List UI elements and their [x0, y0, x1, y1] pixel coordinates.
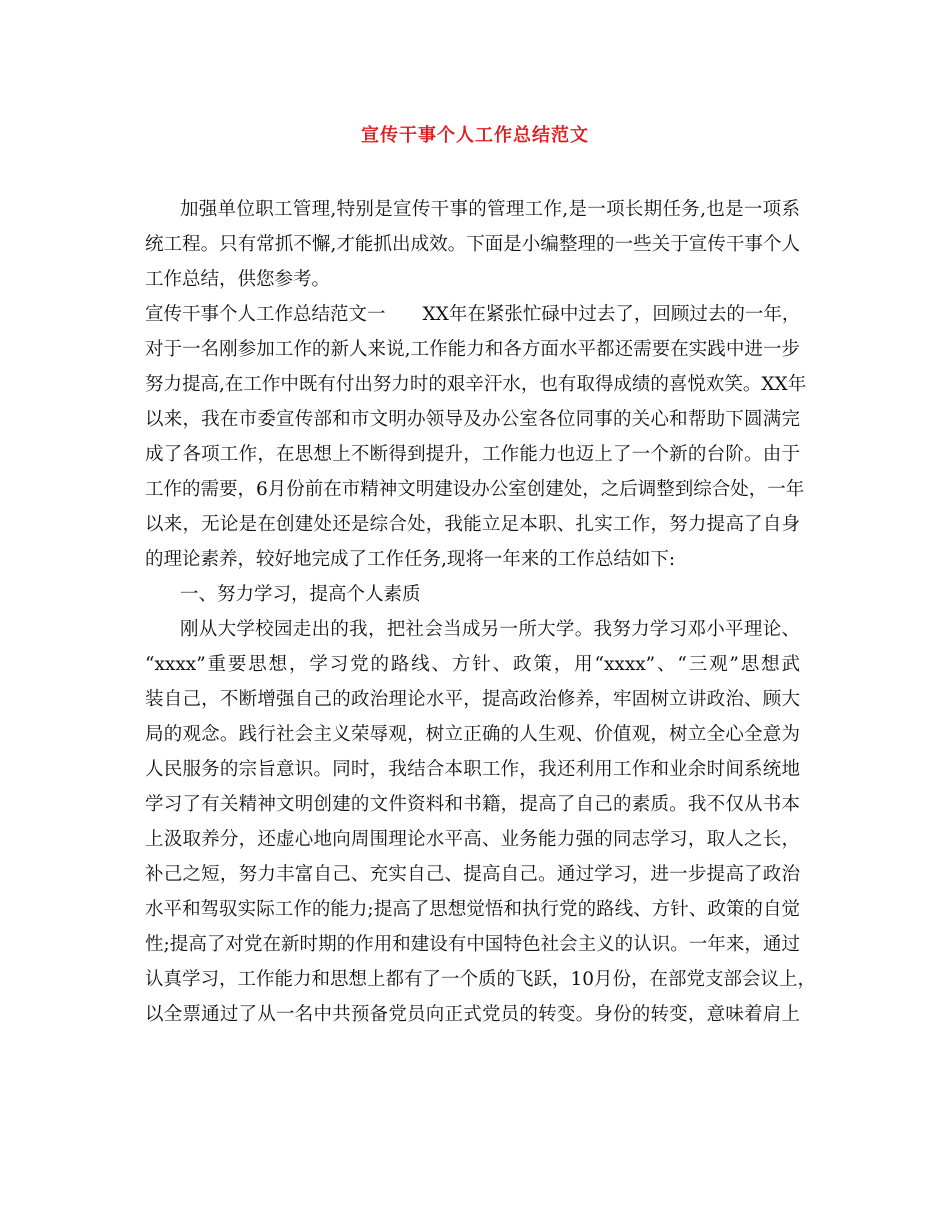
- body-line: 局的观念。践行社会主义荣辱观，树立正确的人生观、价值观，树立全心全意为: [145, 724, 800, 745]
- body-line: 工作的需要，6月份前在市精神文明建设办公室创建处，之后调整到综合处，一年: [145, 479, 805, 500]
- body-line: 对于一名刚参加工作的新人来说,工作能力和各方面水平都还需要在实践中进一步: [145, 339, 800, 360]
- document-title: 宣传干事个人工作总结范文: [361, 125, 589, 146]
- body-line: 装自己，不断增强自己的政治理论水平，提高政治修养，牢固树立讲政治、顾大: [145, 689, 800, 710]
- body-line: 人民服务的宗旨意识。同时，我结合本职工作，我还利用工作和业余时间系统地: [145, 759, 800, 780]
- body-line: 成了各项工作，在思想上不断得到提升，工作能力也迈上了一个新的台阶。由于: [145, 444, 800, 465]
- body-line: 性;提高了对党在新时期的作用和建设有中国特色社会主义的认识。一年来，通过: [145, 934, 800, 955]
- body-line: 统工程。只有常抓不懈,才能抓出成效。下面是小编整理的一些关于宣传干事个人: [145, 234, 800, 255]
- body-line: 工作总结，供您参考。: [145, 269, 331, 290]
- body-line: 水平和驾驭实际工作的能力;提高了思想觉悟和执行党的路线、方针、政策的自觉: [145, 899, 800, 920]
- body-line: 以来，无论是在创建处还是综合处，我能立足本职、扎实工作，努力提高了自身: [145, 514, 800, 535]
- body-line: 以全票通过了从一名中共预备党员向正式党员的转变。身份的转变，意味着肩上: [145, 1004, 800, 1025]
- body-line: 学习了有关精神文明创建的文件资料和书籍，提高了自己的素质。我不仅从书本: [145, 794, 800, 815]
- body-line: 宣传干事个人工作总结范文一 XX年在紧张忙碌中过去了，回顾过去的一年，: [145, 304, 801, 325]
- body-line: 以来，我在市委宣传部和市文明办领导及办公室各位同事的关心和帮助下圆满完: [145, 409, 800, 430]
- body-line: 补己之短，努力丰富自己、充实自己、提高自己。通过学习，进一步提高了政治: [145, 864, 800, 885]
- body-line: 认真学习，工作能力和思想上都有了一个质的飞跃，10月份，在部党支部会议上，: [145, 969, 817, 990]
- body-line: 上汲取养分，还虚心地向周围理论水平高、业务能力强的同志学习，取人之长，: [145, 829, 800, 850]
- body-line: 加强单位职工管理,特别是宣传干事的管理工作,是一项长期任务,也是一项系: [180, 199, 800, 220]
- body-line: 的理论素养，较好地完成了工作任务,现将一年来的工作总结如下:: [145, 549, 676, 570]
- body-line: “xxxx”重要思想，学习党的路线、方针、政策，用“xxxx”、“三观”思想武: [145, 654, 800, 675]
- body-line: 刚从大学校园走出的我，把社会当成另一所大学。我努力学习邓小平理论、: [180, 619, 800, 640]
- body-line: 努力提高,在工作中既有付出努力时的艰辛汗水，也有取得成绩的喜悦欢笑。XX年: [145, 374, 807, 395]
- section-heading: 一、努力学习，提高个人素质: [180, 584, 421, 605]
